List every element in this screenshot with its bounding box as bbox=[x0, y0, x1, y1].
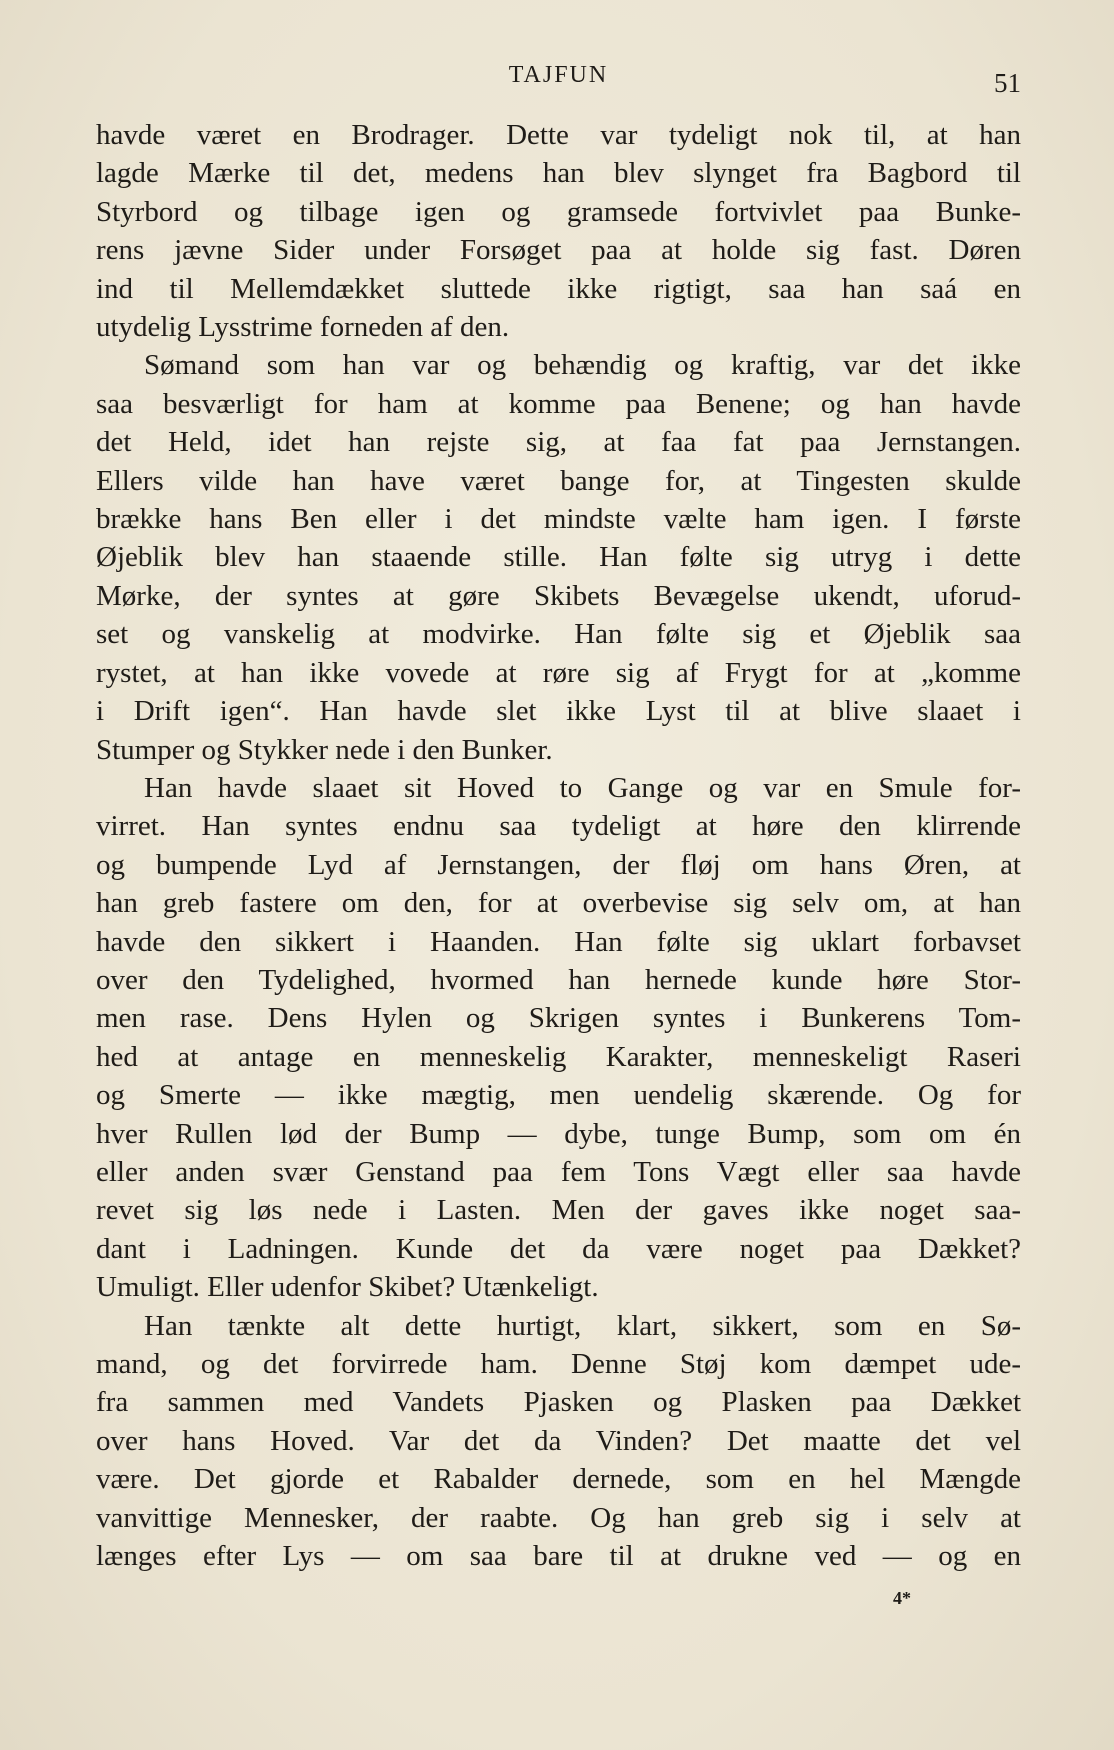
text-line: Umuligt. Eller udenfor Skibet? Utænkeligt. bbox=[96, 1271, 599, 1304]
text-line: hver Rullen lød der Bump — dybe, tunge Bump, som om én bbox=[96, 1117, 1021, 1150]
text-line: hed at antage en menneskelig Karakter, menneskeligt Raseri bbox=[96, 1040, 1021, 1073]
text-line: og Smerte — ikke mægtig, men uendelig skærende. Og for bbox=[96, 1079, 1021, 1112]
text-line: eller anden svær Genstand paa fem Tons Vægt eller saa havde bbox=[96, 1155, 1021, 1188]
text-line: vanvittige Mennesker, der raabte. Og han greb sig i selv at bbox=[96, 1501, 1021, 1534]
text-line: Han tænkte alt dette hurtigt, klart, sikkert, som en Sø- bbox=[144, 1309, 1021, 1342]
text-line: havde været en Brodrager. Dette var tydeligt nok til, at han bbox=[96, 119, 1021, 151]
body-text bbox=[96, 116, 1021, 1575]
page-header bbox=[96, 62, 1021, 102]
text-line: Stumper og Stykker nede i den Bunker. bbox=[96, 733, 553, 766]
text-line: være. Det gjorde et Rabalder dernede, som en hel Mængde bbox=[96, 1463, 1021, 1496]
page-number: 51 bbox=[994, 68, 1021, 98]
text-line: Øjeblik blev han staaende stille. Han følte sig utryg i dette bbox=[96, 541, 1021, 574]
text-line: brække hans Ben eller i det mindste vælte ham igen. I første bbox=[96, 503, 1021, 536]
text-line: utydelig Lysstrime forneden af den. bbox=[96, 311, 510, 344]
text-line: Styrbord og tilbage igen og gramsede fortvivlet paa Bunke- bbox=[96, 195, 1021, 228]
text-line: saa besværligt for ham at komme paa Benene; og han havde bbox=[96, 387, 1021, 420]
text-line: det Held, idet han rejste sig, at faa fat paa Jernstangen. bbox=[96, 426, 1021, 459]
text-line: men rase. Dens Hylen og Skrigen syntes i Bunkerens Tom- bbox=[96, 1002, 1021, 1035]
text-line: i Drift igen“. Han havde slet ikke Lyst til at blive slaaet i bbox=[96, 695, 1021, 728]
text-line: Han havde slaaet sit Hoved to Gange og var en Smule for- bbox=[144, 771, 1021, 804]
text-line: og bumpende Lyd af Jernstangen, der fløj om hans Øren, at bbox=[96, 848, 1021, 881]
text-line: over den Tydelighed, hvormed han hernede kunde høre Stor- bbox=[96, 963, 1021, 996]
text-line: han greb fastere om den, for at overbevise sig selv om, at han bbox=[96, 887, 1021, 920]
text-line: Mørke, der syntes at gøre Skibets Bevægelse ukendt, uforud- bbox=[96, 579, 1021, 612]
text-line: ind til Mellemdækket sluttede ikke rigtigt, saa han saá en bbox=[96, 272, 1021, 305]
text-line: Sømand som han var og behændig og kraftig, var det ikke bbox=[144, 349, 1021, 382]
text-line: over hans Hoved. Var det da Vinden? Det maatte det vel bbox=[96, 1424, 1021, 1457]
text-line: virret. Han syntes endnu saa tydeligt at høre den klirrende bbox=[96, 810, 1021, 843]
text-line: rens jævne Sider under Forsøget paa at holde sig fast. Døren bbox=[96, 234, 1021, 267]
text-line: rystet, at han ikke vovede at røre sig af Frygt for at „komme bbox=[96, 656, 1021, 689]
text-line: mand, og det forvirrede ham. Denne Støj kom dæmpet ude- bbox=[96, 1348, 1021, 1380]
text-line: revet sig løs nede i Lasten. Men der gaves ikke noget saa- bbox=[96, 1194, 1021, 1227]
text-line: lagde Mærke til det, medens han blev slynget fra Bagbord til bbox=[96, 157, 1021, 190]
text-line: havde den sikkert i Haanden. Han følte sig uklart forbavset bbox=[96, 925, 1021, 958]
text-line: længes efter Lys — om saa bare til at drukne ved — og en bbox=[96, 1540, 1021, 1573]
text-line: dant i Ladningen. Kunde det da være noget paa Dækket? bbox=[96, 1232, 1021, 1265]
text-line: set og vanskelig at modvirke. Han følte sig et Øjeblik saa bbox=[96, 618, 1021, 651]
text-line: Ellers vilde han have været bange for, at Tingesten skulde bbox=[96, 464, 1021, 497]
signature-mark: 4* bbox=[893, 1588, 911, 1608]
text-line: fra sammen med Vandets Pjasken og Plasken paa Dækket bbox=[96, 1386, 1021, 1419]
running-head: TAJFUN bbox=[508, 62, 609, 88]
